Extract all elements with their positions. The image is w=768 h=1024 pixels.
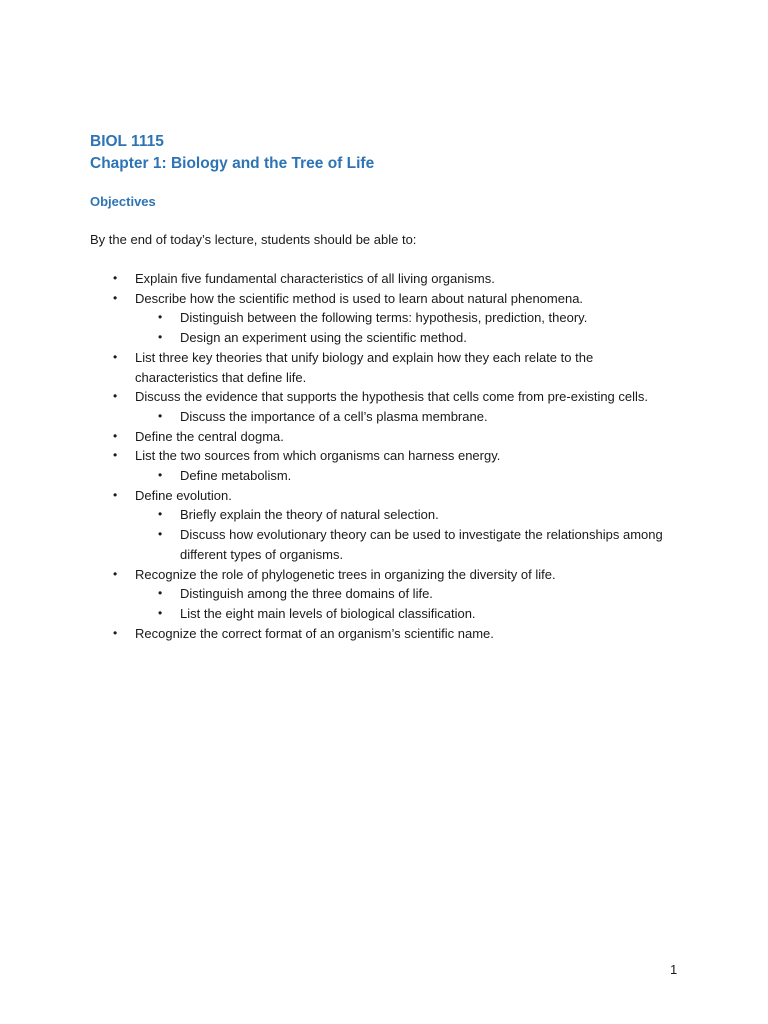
list-item-text: Discuss the evidence that supports the hypothesis that cells come from pre-existing cells. — [135, 389, 649, 405]
bullet-icon: • — [158, 605, 163, 620]
list-item-text: Design an experiment using the scientific method. — [180, 330, 467, 346]
list-item — [90, 348, 670, 387]
sub-list-item — [90, 466, 670, 486]
list-item-text: Explain five fundamental characteristics of all living organisms. — [135, 271, 495, 286]
list-item — [90, 446, 670, 466]
list-item-text: Discuss the importance of a cell’s plasma membrane. — [180, 408, 488, 424]
chapter-title: Chapter 1: Biology and the Tree of Life — [90, 155, 375, 172]
list-item-text: List three key theories that unify biology and explain how they each relate to the characteristics that define life. — [135, 349, 594, 385]
list-item-text: Recognize the correct format of an organism’s scientific name. — [135, 625, 494, 641]
sub-list-item — [90, 505, 670, 525]
list-item — [90, 565, 670, 585]
intro-paragraph: By the end of today’s lecture, students should be able to: — [90, 232, 417, 247]
list-item — [90, 387, 670, 407]
bullet-icon: • — [113, 389, 118, 404]
sub-list-item — [90, 604, 670, 624]
bullet-icon: • — [158, 468, 163, 483]
bullet-icon: • — [158, 330, 163, 345]
course-title: BIOL 1115 — [90, 133, 164, 150]
list-item — [90, 289, 670, 309]
list-item — [90, 269, 670, 289]
bullet-icon: • — [113, 487, 118, 502]
page-number: 1 — [670, 962, 678, 977]
list-item-text: Distinguish between the following terms: hypothesis, prediction, theory. — [180, 310, 588, 326]
bullet-icon: • — [113, 271, 118, 285]
list-item-text: Recognize the role of phylogenetic trees in organizing the diversity of life. — [135, 566, 556, 582]
list-item-text: Define the central dogma. — [135, 428, 284, 444]
list-item — [90, 427, 670, 447]
list-item — [90, 486, 670, 506]
sub-list-item — [90, 328, 670, 348]
bullet-icon: • — [113, 290, 118, 305]
list-item — [90, 624, 670, 644]
list-item-text: Briefly explain the theory of natural selection. — [180, 507, 439, 523]
bullet-icon: • — [113, 428, 118, 443]
bullet-icon: • — [158, 408, 163, 423]
objectives-list — [90, 269, 670, 643]
list-item-text: Distinguish among the three domains of life. — [180, 586, 433, 602]
bullet-icon: • — [113, 349, 118, 364]
list-item-text: Describe how the scientific method is used to learn about natural phenomena. — [135, 290, 584, 306]
bullet-icon: • — [113, 448, 118, 463]
sub-list-item — [90, 584, 670, 604]
list-item-text: List the two sources from which organisms can harness energy. — [135, 448, 501, 464]
sub-list-item — [90, 525, 670, 564]
bullet-icon: • — [113, 625, 118, 640]
sub-list-item — [90, 308, 670, 328]
sub-list-item — [90, 407, 670, 427]
list-item-text: Define metabolism. — [180, 468, 292, 484]
bullet-icon: • — [158, 586, 163, 601]
list-item-text: List the eight main levels of biological classification. — [180, 605, 476, 621]
section-heading-objectives: Objectives — [90, 194, 156, 209]
list-item-text: Define evolution. — [135, 487, 232, 503]
bullet-icon: • — [113, 566, 118, 581]
bullet-icon: • — [158, 310, 163, 325]
list-item-text: Discuss how evolutionary theory can be used to investigate the relationships among different types of organisms. — [180, 527, 663, 562]
bullet-icon: • — [158, 507, 163, 522]
bullet-icon: • — [158, 527, 163, 542]
